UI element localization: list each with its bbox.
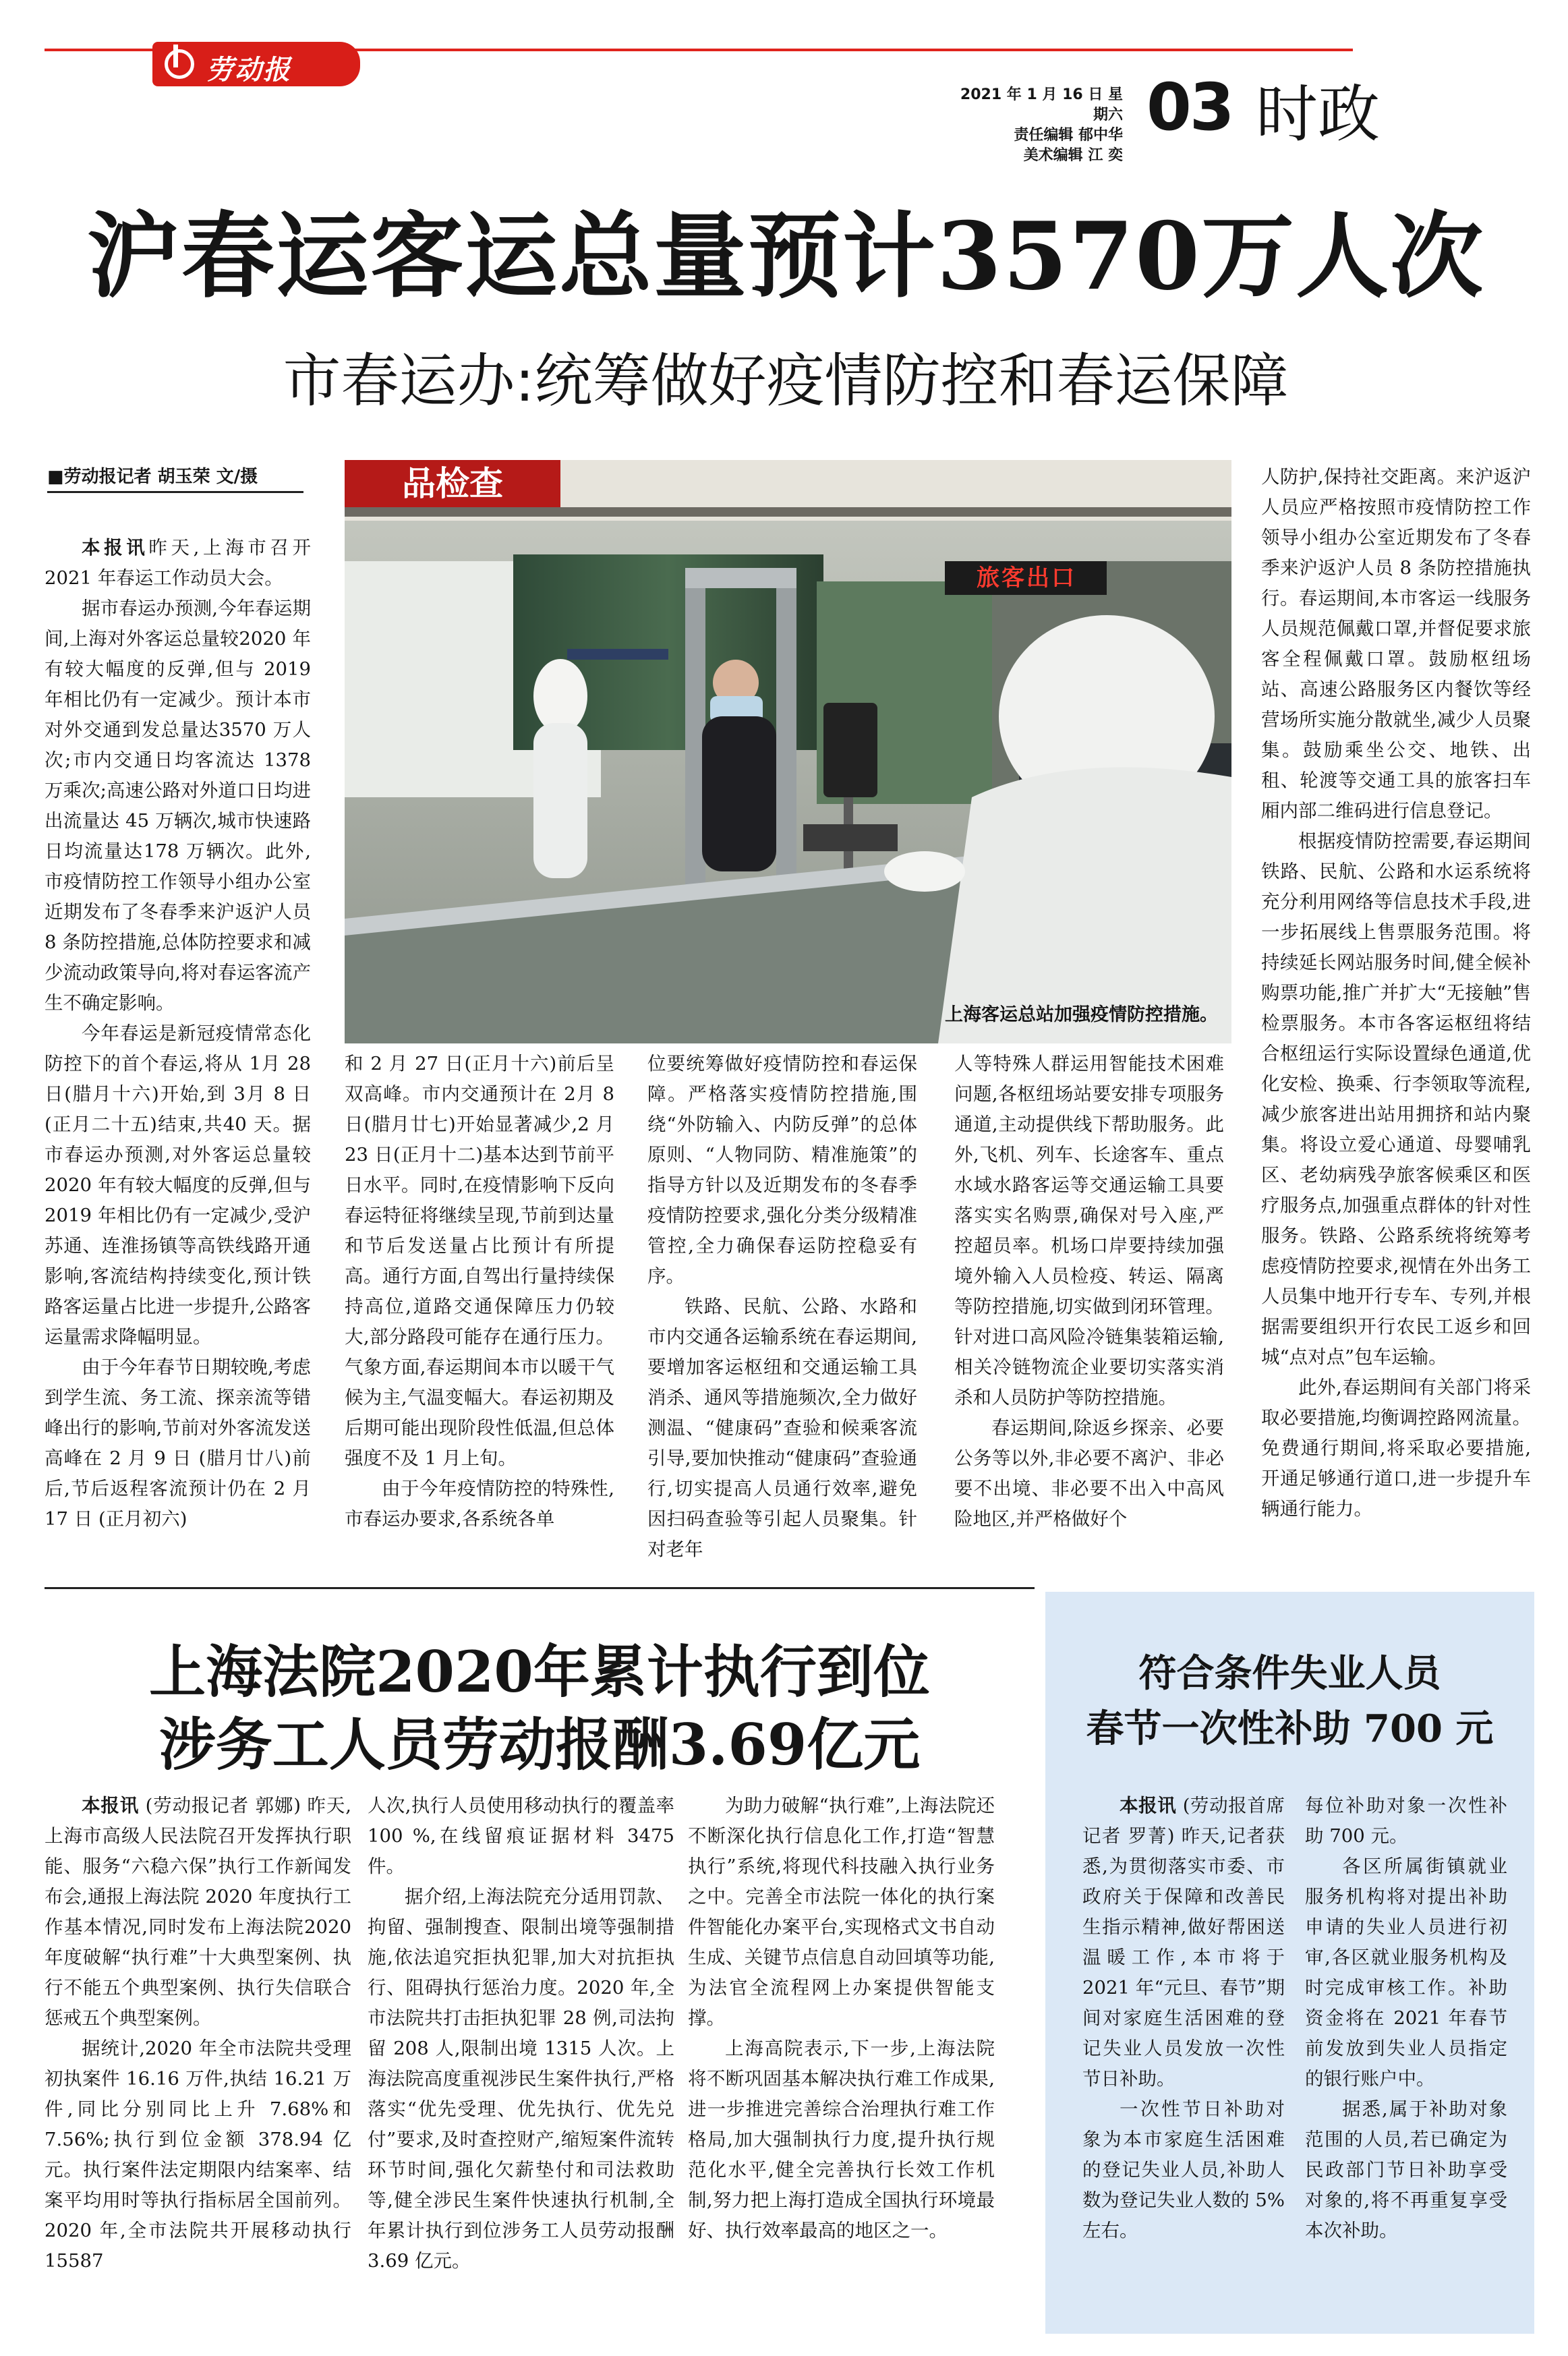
- story2-col3-para: 上海高院表示,下一步,上海法院将不断巩固基本解决执行难工作成果,进一步推进完善综合治理执行难工作格局,加大强制执行力度,提升执行规范化水平,健全完善执行长效工作机制,努力把上海打造成全国执行环境最好、执行效率最高的地区之一。: [688, 2038, 995, 2241]
- story3-col2-para: 据悉,属于补助对象范围的人员,若已确定为民政部门节日补助享受对象的,将不再重复享受本次补助。: [1305, 2098, 1507, 2241]
- story1-col4-para: 人等特殊人群运用智能技术困难问题,各枢纽场站要安排专项服务通道,主动提供线下帮助服务。此外,飞机、列车、长途客车、重点水域水路客运等交通运输工具要落实实名购票,确保对号入座,严控超员率。机场口岸要持续加强境外输入人员检疫、转运、隔离等防控措施,切实做到闭环管理。针对进口高风险冷链集装箱运输,相关冷链物流企业要切实落实消杀和人员防护等防控措施。: [954, 1053, 1224, 1408]
- story3-col2-para: 每位补助对象一次性补助 700 元。: [1305, 1795, 1507, 1847]
- story3-col2-para: 各区所属街镇就业服务机构将对提出补助申请的失业人员进行初审,各区就业服务机构及时完成审核工作。补助资金将在 2021 年春节前发放到失业人员指定的银行账户中。: [1305, 1856, 1507, 2090]
- story1-col1-para: 本报讯昨天,上海市召开2021 年春运工作动员大会。: [45, 537, 311, 589]
- story2-col1-para: 据统计,2020 年全市法院共受理初执案件 16.16 万件,执结 16.21 万件,同比分别同比上升 7.68%和 7.56%;执行到位金额 378.94 亿元。执行案件法定期限内结案率、结案平均用时等执行指标居全国前列。2020 年,全市法院共开展移动执行 15587: [45, 2038, 351, 2272]
- lead-label: 本报讯: [82, 537, 149, 558]
- section-name: 时政: [1256, 78, 1381, 150]
- editor-name: 责任编辑 郁中华: [1014, 127, 1123, 144]
- story2-headline: [61, 1636, 1018, 1781]
- story1-headline: 沪春运客运总量预计3570万人次: [86, 201, 1485, 311]
- story2-col2-para: 人次,执行人员使用移动执行的覆盖率 100 %,在线留痕证据材料 3475 件。: [368, 1795, 674, 1877]
- lead-label: 本报讯: [1120, 1795, 1177, 1816]
- story1-col3-para: 位要统筹做好疫情防控和春运保障。严格落实疫情防控措施,围绕“外防输入、内防反弹”的总体原则、“人物同防、精准施策”的指导方针以及近期发布的冬春季疫情防控要求,强化分类分级精准管控,全力确保春运防控稳妥有序。: [647, 1053, 917, 1287]
- story3-col1-para: 本报讯 (劳动报首席记者 罗菁) 昨天,记者获悉,为贯彻落实市委、市政府关于保障和改善民生指示精神,做好帮困送温暖工作,本市将于 2021 年“元旦、春节”期间对家庭生活困难的登记失业人员发放一次性节日补助。: [1082, 1795, 1285, 2090]
- photo-sign-exit: 旅客出口: [977, 565, 1076, 592]
- station-checkpoint-illustration: [345, 460, 1231, 1043]
- story1-col5-para: 人防护,保持社交距离。来沪返沪人员应严格按照市疫情防控工作领导小组办公室近期发布了冬春季来沪返沪人员 8 条防控措施执行。春运期间,本市客运一线服务人员规范佩戴口罩,并督促要求旅客全程佩戴口罩。鼓励枢纽场站、高速公路服务区内餐饮等经营场所实施分散就坐,减少人员聚集。鼓励乘坐公交、地铁、出租、轮渡等交通工具的旅客扫车厢内部二维码进行信息登记。: [1261, 466, 1531, 822]
- story1-col2: [345, 1049, 614, 1548]
- story1-col4: [954, 1049, 1224, 1548]
- story1-col1-para: 今年春运是新冠疫情常态化防控下的首个春运,将从 1月 28 日(腊月十六)开始,到 3月 8 日(正月二十五)结束,共40 天。据市春运办预测,对外客运总量较 2020 年有较大幅度的反弹,但与 2019 年相比仍有一定减少,受沪苏通、连淮扬镇等高铁线路开通影响,客流结构持续变化,预计铁路客运量占比进一步提升,公路客运量需求降幅明显。: [45, 1023, 311, 1348]
- story3-headline-line2: 春节一次性补助 700 元: [1086, 1706, 1494, 1751]
- story1-col3-para: 铁路、民航、公路、水路和市内交通各运输系统在春运期间,要增加客运枢纽和交通运输工具消杀、通风等措施频次,全力做好测温、“健康码”查验和候乘客流引导,要加快推动“健康码”查验通行,切实提高人员通行效率,避免因扫码查验等引起人员聚集。针对老年: [647, 1296, 917, 1560]
- story1-col5-para: 此外,春运期间有关部门将采取必要措施,均衡调控路网流量。免费通行期间,将采取必要措施,开通足够通行道口,进一步提升车辆通行能力。: [1261, 1377, 1531, 1520]
- story2-col1: [45, 1791, 351, 2344]
- story1-col2-para: 和 2 月 27 日(正月十六)前后呈双高峰。市内交通预计在 2月 8 日(腊月廿七)开始显著减少,2 月 23 日(正月十二)基本达到节前平日水平。同时,在疫情影响下反向春运特征将继续呈现,节前到达量和节后发送量占比预计有所提高。通行方面,自驾出行量持续保持高位,道路交通保障压力仍较大,部分路段可能存在通行压力。气象方面,春运期间本市以暖干气候为主,气温变幅大。春运初期及后期可能出现阶段性低温,但总体强度不及 1 月上旬。: [345, 1053, 614, 1469]
- story3-col2: [1305, 1791, 1507, 2324]
- story1-subheadline: 市春运办:统筹做好疫情防控和春运保障: [283, 347, 1289, 415]
- story1-col3: [647, 1049, 917, 1560]
- story1-col2-para: 由于今年疫情防控的特殊性,市春运办要求,各系统各单: [345, 1478, 614, 1530]
- logo-text: 劳动报: [206, 54, 291, 86]
- story1-photo-caption: 上海客运总站加强疫情防控措施。: [945, 1004, 1218, 1025]
- logo-mark-icon: [165, 49, 194, 79]
- photo-sign-inspection: 品检查: [402, 464, 503, 503]
- section-divider: [45, 1587, 1035, 1589]
- story2-headline-line1: 上海法院2020年累计执行到位: [149, 1638, 930, 1705]
- page-number: 03: [1146, 69, 1233, 145]
- story1-col4-para: 春运期间,除返乡探亲、必要公务等以外,非必要不离沪、非必要不出境、非必要不出入中高风险地区,并严格做好个: [954, 1417, 1224, 1530]
- story1-byline: ■劳动报记者 胡玉荣 文/摄: [47, 465, 303, 493]
- story1-col1: [45, 533, 311, 1548]
- date-editor-box: [954, 85, 1123, 166]
- story2-col2: [368, 1791, 674, 2344]
- story2-col3-para: 为助力破解“执行难”,上海法院还不断深化执行信息化工作,打造“智慧执行”系统,将现代科技融入执行业务之中。完善全市法院一体化的执行案件智能化办案平台,实现格式文书自动生成、关键节点信息自动回填等功能,为法官全流程网上办案提供智能支撑。: [688, 1795, 995, 2029]
- lead-label: 本报讯: [82, 1795, 140, 1816]
- story3-col1: [1082, 1791, 1285, 2324]
- story1-col1-para: 由于今年春节日期较晚,考虑到学生流、务工流、探亲流等错峰出行的影响,节前对外客流发送高峰在 2 月 9 日 (腊月廿八)前后,节后返程客流预计仍在 2 月 17 日 (正月初六): [45, 1356, 311, 1530]
- story1-col1-para: 据市春运办预测,今年春运期间,上海对外客运总量较2020 年有较大幅度的反弹,但与 2019 年相比仍有一定减少。预计本市对外交通到发总量达3570 万人次;市内交通日均客流达 1378 万乘次;高速公路对外道口日均进出流量达 45 万辆次,城市快速路日均流量达178 万辆次。此外,市疫情防控工作领导小组办公室近期发布了冬春季来沪返沪人员 8 条防控措施,总体防控要求和减少流动政策导向,将对春运客流产生不确定影响。: [45, 598, 311, 1014]
- story1-photo: [345, 460, 1231, 1043]
- story3-col1-para: 一次性节日补助对象为本市家庭生活困难的登记失业人员,补助人数为登记失业人数的 5%左右。: [1082, 2098, 1285, 2241]
- story2-col1-para: 本报讯 (劳动报记者 郭娜) 昨天,上海市高级人民法院召开发挥执行职能、服务“六稳六保”执行工作新闻发布会,通报上海法院 2020 年度执行工作基本情况,同时发布上海法院2020 年度破解“执行难”十大典型案例、执行不能五个典型案例、执行失信联合惩戒五个典型案例。: [45, 1795, 351, 2029]
- story2-headline-line2: 涉务工人员劳动报酬3.69亿元: [158, 1711, 921, 1778]
- story3-headline-line1: 符合条件失业人员: [1138, 1651, 1441, 1696]
- story2-col2-para: 据介绍,上海法院充分适用罚款、拘留、强制搜查、限制出境等强制措施,依法追究拒执犯罪,加大对抗拒执行、阻碍执行惩治力度。2020 年,全市法院共打击拒执犯罪 28 例,司法拘留 208 人,限制出境 1315 人次。上海法院高度重视涉民生案件执行,严格落实“优先受理、优先执行、优先兑付”要求,及时查控财产,缩短案件流转环节时间,强化欠薪垫付和司法救助等,健全涉民生案件快速执行机制,全年累计执行到位涉务工人员劳动报酬 3.69 亿元。: [368, 1886, 674, 2272]
- newspaper-logo: [152, 42, 360, 86]
- story3-headline: [1062, 1646, 1517, 1756]
- art-editor-name: 美术编辑 江 奕: [1023, 147, 1123, 164]
- story2-col3: [688, 1791, 995, 2344]
- story1-col5: [1261, 462, 1531, 1548]
- issue-date: 2021 年 1 月 16 日 星期六: [960, 86, 1123, 123]
- story1-col5-para: 根据疫情防控需要,春运期间铁路、民航、公路和水运系统将充分利用网络等信息技术手段,进一步拓展线上售票服务范围。将持续延长网站服务时间,健全候补购票功能,推广并扩大“无接触”售检票服务。本市各客运枢纽将结合枢纽运行实际设置绿色通道,优化安检、换乘、行李领取等流程,减少旅客进出站用拥挤和站内聚集。将设立爱心通道、母婴哺乳区、老幼病残孕旅客候乘区和医疗服务点,加强重点群体的针对性服务。铁路、公路系统将统筹考虑疫情防控要求,视情在外出务工人员集中地开行专车、专列,并根据需要组织开行农民工返乡和回城“点对点”包车运输。: [1261, 830, 1531, 1368]
